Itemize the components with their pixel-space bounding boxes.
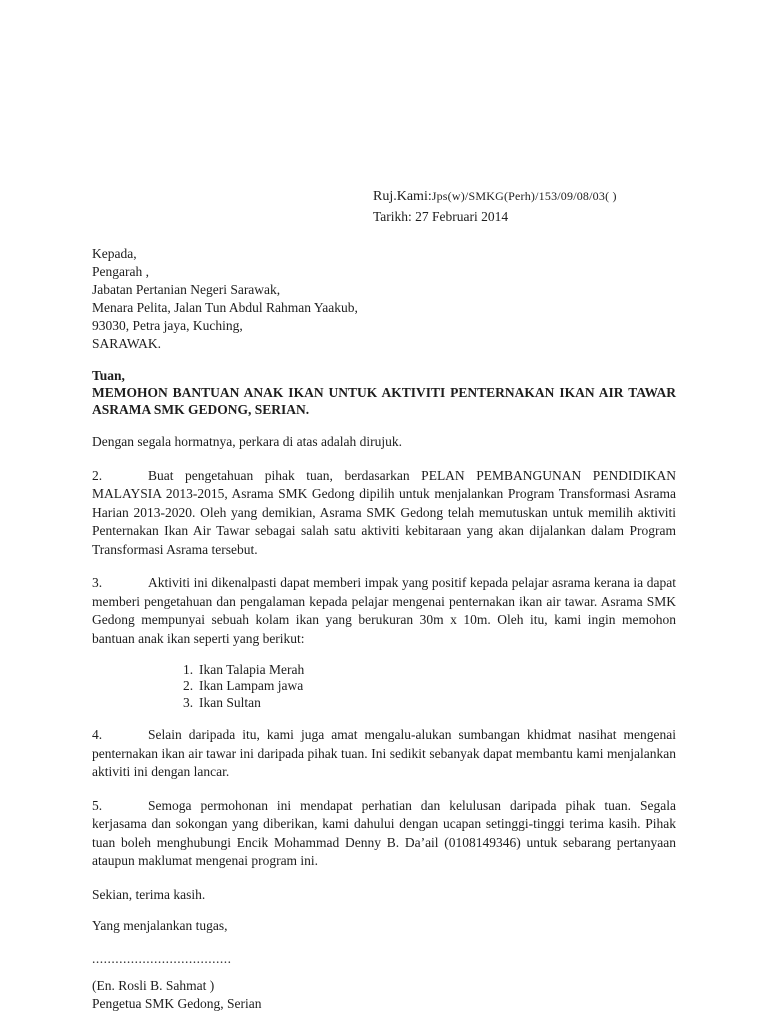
paragraph-2: [92, 467, 676, 560]
paragraph-4: [92, 726, 676, 782]
paragraph-5: [92, 797, 676, 871]
paragraph-4-text: Selain daripada itu, kami juga amat mengalu-alukan sumbangan khidmat nasihat mengenai penternakan ikan air tawar ini daripada pihak tuan. Ini sedikit sebanyak dapat membantu kami menjalankan aktiviti ini dengan lancar.: [92, 727, 676, 779]
closing-role-line: Yang menjalankan tugas,: [92, 918, 228, 933]
list-item: [183, 662, 676, 679]
paragraph-2-text: Buat pengetahuan pihak tuan, berdasarkan PELAN PEMBANGUNAN PENDIDIKAN MALAYSIA 2013-2015, Asrama SMK Gedong dipilih untuk menjalankan Program Transformasi Asrama Harian 2013-2020. Oleh yang demikian, Asrama SMK Gedong telah memutuskan untuk memilih aktiviti Penternakan Ikan Air Tawar sebagai salah satu aktiviti kebitaraan yang akan dijalankan dalam Program Transformasi Asrama tersebut.: [92, 467, 676, 557]
signatory-title: Pengetua SMK Gedong, Serian: [92, 996, 262, 1011]
list-item-text: Ikan Sultan: [199, 694, 261, 710]
opening-line: Dengan segala hormatnya, perkara di atas adalah dirujuk.: [92, 434, 402, 449]
paragraph-3: [92, 574, 676, 648]
recipient-address: [92, 245, 676, 353]
paragraph-5-text: Semoga permohonan ini mendapat perhatian dan kelulusan daripada pihak tuan. Segala kerjasama dan sokongan yang diberikan, kami dahului dengan ucapan setinggi-tinggi terima kasih. Pihak tuan boleh menghubungi Encik Mohammad Denny B. Da’ail (0108149346) untuk sebarang pertanyaan ataupun maklumat mengenai program ini.: [92, 797, 676, 868]
recipient-line: Jabatan Pertanian Negeri Sarawak,: [92, 282, 281, 297]
date-label: Tarikh:: [373, 209, 412, 224]
signature-dotted-line: ....................................: [92, 950, 232, 966]
paragraph-3-number: 3.: [92, 575, 103, 590]
reference-line: [373, 186, 676, 207]
paragraph-4-number: 4.: [92, 727, 103, 742]
salutation-subject-block: [92, 367, 676, 418]
recipient-line: SARAWAK.: [92, 336, 162, 351]
fish-request-list: [183, 662, 676, 712]
recipient-line: 93030, Petra jaya, Kuching,: [92, 318, 243, 333]
signatory-name: (En. Rosli B. Sahmat ): [92, 978, 215, 993]
date-line: [373, 207, 676, 227]
list-item-number: 1.: [183, 661, 194, 677]
paragraph-2-number: 2.: [92, 467, 103, 483]
list-item: [183, 695, 676, 712]
list-item-number: 2.: [183, 678, 194, 693]
reference-block: [373, 186, 676, 227]
recipient-line: Menara Pelita, Jalan Tun Abdul Rahman Yaakub,: [92, 300, 358, 315]
list-item-number: 3.: [183, 694, 194, 710]
recipient-line: Kepada,: [92, 246, 137, 261]
reference-number: Jps(w)/SMKG(Perh)/153/09/08/03( ): [431, 189, 617, 203]
recipient-line: Pengarah ,: [92, 264, 149, 279]
paragraph-5-number: 5.: [92, 797, 103, 813]
list-item-text: Ikan Lampam jawa: [199, 678, 304, 693]
salutation: Tuan,: [92, 368, 125, 383]
date-value: 27 Februari 2014: [415, 209, 509, 224]
signatory-block: [92, 977, 676, 1013]
list-item: [183, 678, 676, 695]
subject-line-1: MEMOHON BANTUAN ANAK IKAN UNTUK AKTIVITI PENTERNAKAN IKAN AIR TAWAR: [92, 385, 676, 400]
paragraph-3-text: Aktiviti ini dikenalpasti dapat memberi impak yang positif kepada pelajar asrama kerana ia dapat memberi pengetahuan dan pengalaman kepada pelajar mengenai penternakan ikan air tawar. Asrama SMK Gedong mempunyai sebuah kolam ikan yang berukuran 30m x 10m. Oleh itu, kami ingin memohon bantuan anak ikan seperti yang berikut:: [92, 575, 676, 646]
subject-line-2: ASRAMA SMK GEDONG, SERIAN.: [92, 402, 310, 417]
list-item-text: Ikan Talapia Merah: [199, 661, 305, 677]
reference-label: Ruj.Kami:: [373, 189, 432, 204]
closing-thanks: Sekian, terima kasih.: [92, 886, 206, 902]
